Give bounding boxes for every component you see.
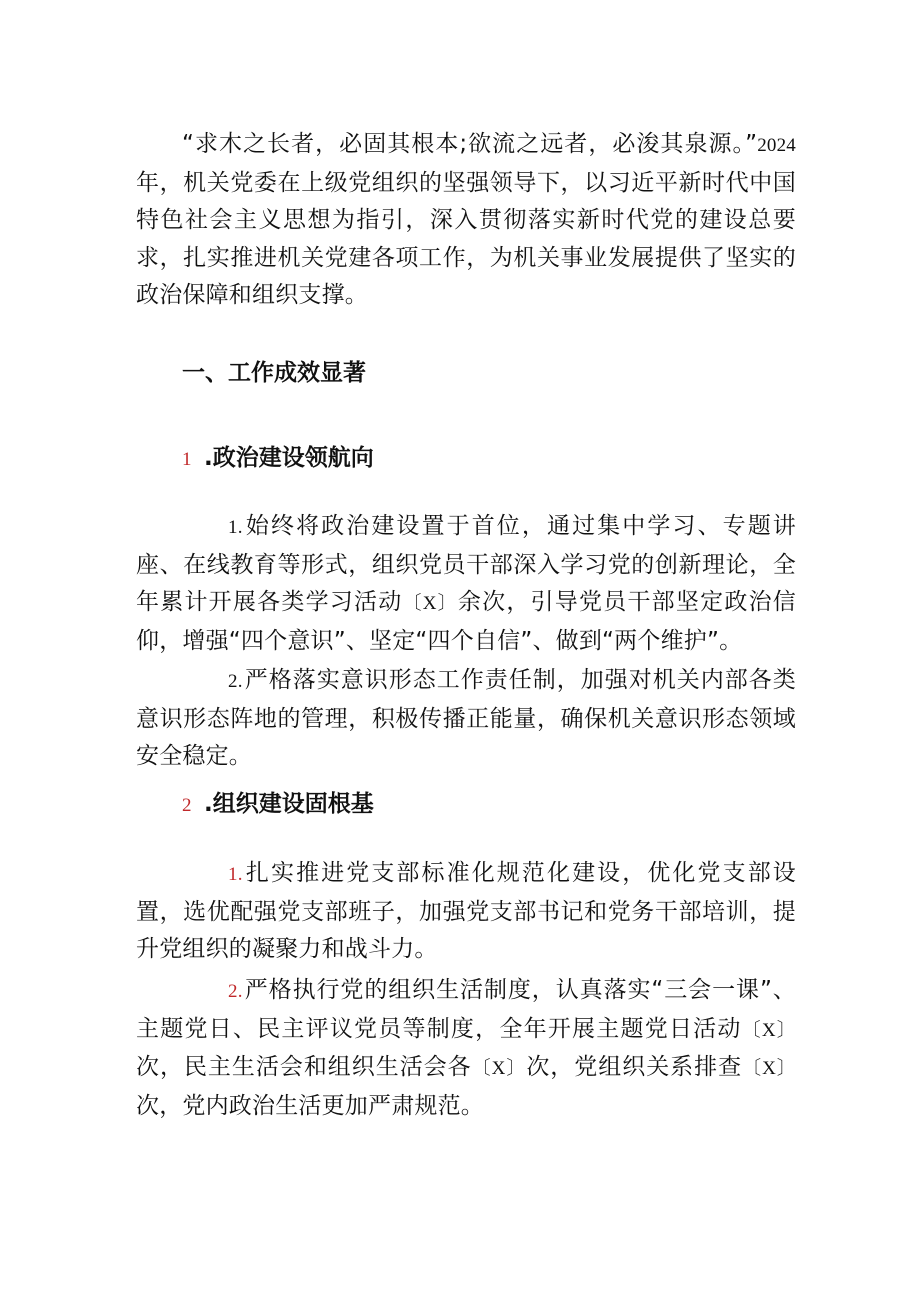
list-item bbox=[136, 508, 796, 660]
item-text-cont: 次，党组织关系排查 bbox=[526, 1054, 743, 1080]
list-item bbox=[136, 855, 796, 969]
section-heading: 一、工作成效显著 bbox=[182, 360, 366, 386]
item-number: 1. bbox=[228, 517, 243, 538]
intro-year: 2024 bbox=[757, 135, 796, 156]
list-item bbox=[136, 662, 796, 776]
subsection-heading-organization bbox=[182, 786, 374, 824]
subsection-heading-political bbox=[182, 440, 374, 478]
item-text: 严格落实意识形态工作责任制，加强对机关内部各类意识形态阵地的管理，积极传播正能量，确保机关意识形态领域安全稳定。 bbox=[136, 667, 796, 769]
intro-paragraph bbox=[136, 126, 796, 315]
subsection-number: 2 bbox=[182, 795, 192, 816]
subsection-number: 1 bbox=[182, 449, 192, 470]
item-text-cont: 次，民主生活会和组织生活会各 bbox=[136, 1054, 472, 1080]
placeholder-x: 〔X〕 bbox=[742, 1058, 796, 1079]
item-text: 始终将政治建设置于首位，通过集中学习、专题讲座、在线教育等形式，组织党员干部深入学习党的创新理论，全年累计开展各类学习活动 bbox=[136, 513, 796, 615]
item-text-cont: 余次，引导党员干部坚定政治信仰，增强“四个意识”、坚定“四个自信”、做到“两个维护”。 bbox=[136, 589, 796, 654]
intro-text: 年，机关党委在上级党组织的坚强领导下，以习近平新时代中国特色社会主义思想为指引，深入贯彻落实新时代党的建设总要求，扎实推进机关党建各项工作，为机关事业发展提供了坚实的政治保障和组织支撑。 bbox=[136, 169, 796, 308]
placeholder-x: 〔X〕 bbox=[471, 1058, 527, 1079]
placeholder-x: 〔X〕 bbox=[402, 593, 458, 614]
list-item bbox=[136, 972, 796, 1125]
item-number: 2. bbox=[228, 671, 243, 692]
subsection-title: .政治建设领航向 bbox=[204, 445, 374, 471]
item-text: 严格执行党的组织生活制度，认真落实“三会一课”、主题党日、民主评议党员等制度，全年开展主题党日活动 bbox=[136, 977, 796, 1042]
item-text-cont: 次，党内政治生活更加严肃规范。 bbox=[136, 1092, 484, 1119]
placeholder-x: 〔X〕 bbox=[741, 1019, 796, 1041]
subsection-title: .组织建设固根基 bbox=[204, 791, 374, 817]
item-text: 扎实推进党支部标准化规范化建设，优化党支部设置，选优配强党支部班子，加强党支部书记和党务干部培训，提升党组织的凝聚力和战斗力。 bbox=[136, 860, 796, 962]
intro-quote: “求木之长者，必固其根本;欲流之远者，必浚其泉源。” bbox=[182, 131, 758, 157]
item-number: 1. bbox=[228, 864, 243, 885]
item-number: 2. bbox=[228, 981, 243, 1002]
